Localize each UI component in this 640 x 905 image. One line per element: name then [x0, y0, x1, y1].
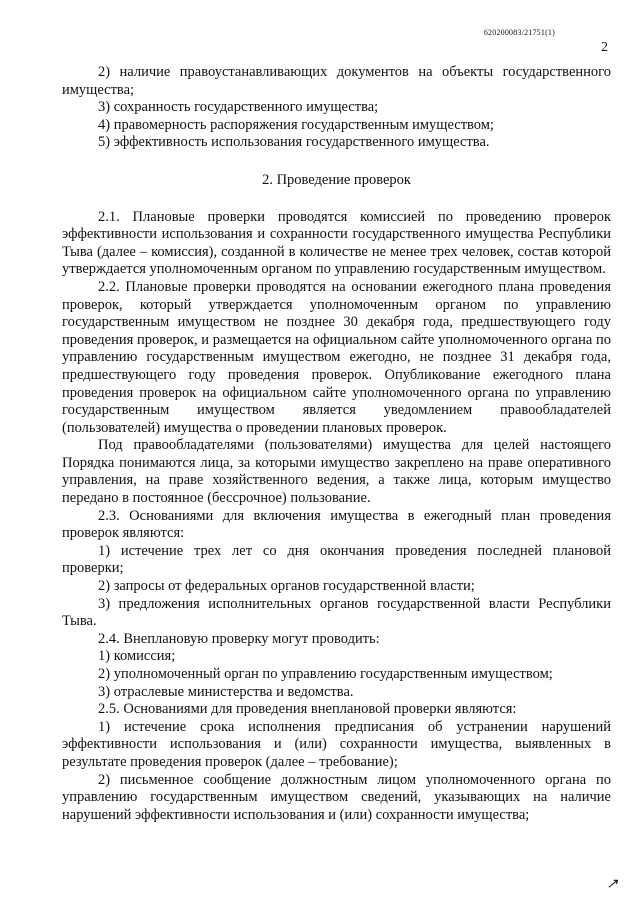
section-paragraph-14: 2) письменное сообщение должностным лицом уполномоченного органа по управлению государственным имуществом сведений, указывающих на наличие нарушений эффективности использования и (или) сохранности имущества; — [62, 771, 611, 823]
section-paragraph-2: 2.2. Плановые проверки проводятся на основании ежегодного плана проведения проверок, который утверждается уполномоченным органом по управлению государственным имуществом не позднее 30 декабря года, предшествующего году проведения проверок, и размещается на официальном сайте уполномоченного органа по управлению государственным имуществом ежегодно, не позднее 31 декабря года, предшествующего году проведения проверок. Опубликование ежегодного плана проведения проверок на официальном сайте уполномоченного органа по управлению государственным имуществом является уведомлением правообладателей (пользователей) имущества о проведении плановых проверок. — [62, 278, 611, 436]
section-paragraph-9: 1) комиссия; — [98, 648, 176, 665]
section-paragraph-7: 3) предложения исполнительных органов государственной власти Республики Тыва. — [62, 595, 611, 630]
section-paragraph-10: 2) уполномоченный орган по управлению государственным имуществом; — [98, 666, 553, 682]
paragraph-4: 5) эффективность использования государственного имущества. — [98, 134, 490, 151]
section-paragraph-6: 2) запросы от федеральных органов государственной власти; — [98, 578, 475, 595]
document-body — [62, 64, 611, 824]
section-paragraph-13: 1) истечение срока исполнения предписания об устранении нарушений эффективности использования и (или) сохранности имущества, выявленных в результате проведения проверок (далее – требование); — [62, 718, 611, 770]
section-paragraph-3: Под правообладателями (пользователями) имущества для целей настоящего Порядка понимаются лица, за которыми имущество закреплено на праве оперативного управления, на праве хозяйственного ведения, а также лица, которым имущество передано в постоянное (бессрочное) пользование. — [62, 437, 611, 507]
section-paragraph-8: 2.4. Внеплановую проверку могут проводить: — [98, 630, 380, 647]
section-heading: 2. Проведение проверок — [262, 171, 411, 188]
paragraph-1: 2) наличие правоустанавливающих документов на объекты государственного имущества; — [62, 64, 611, 98]
section-paragraph-11: 3) отраслевые министерства и ведомства. — [98, 683, 354, 700]
section-paragraph-12: 2.5. Основаниями для проведения внеплановой проверки являются: — [98, 701, 517, 718]
section-paragraph-4: 2.3. Основаниями для включения имущества в ежегодный план проведения проверок являются: — [62, 507, 611, 542]
footer-mark: ↗ — [606, 877, 618, 892]
section-paragraph-1: 2.1. Плановые проверки проводятся комиссией по проведению проверок эффективности использования и сохранности государственного имущества Республики Тыва (далее – комиссия), созданной в количестве не менее трех человек, состав которой утверждается уполномоченным органом по управлению государственным имуществом. — [62, 208, 611, 278]
paragraph-2: 3) сохранность государственного имущества; — [98, 99, 379, 116]
paragraph-3: 4) правомерность распоряжения государственным имуществом; — [98, 116, 494, 133]
document-number: 620200083/21751(1) — [483, 28, 555, 37]
page-number: 2 — [601, 40, 608, 55]
section-paragraph-5: 1) истечение трех лет со дня окончания проведения последней плановой проверки; — [62, 542, 611, 577]
